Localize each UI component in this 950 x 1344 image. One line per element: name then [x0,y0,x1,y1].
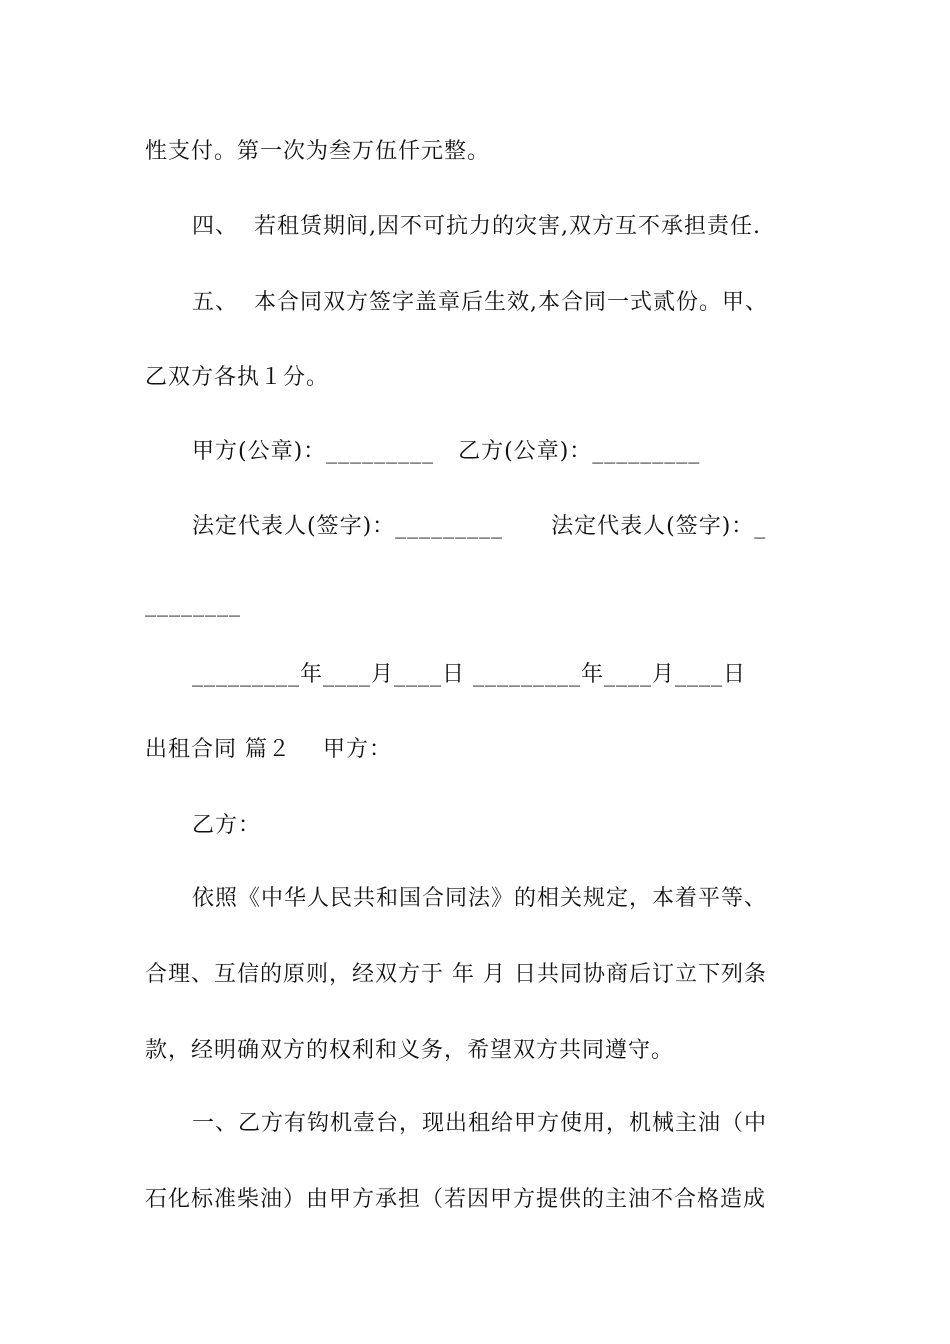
legal-rep-signature-line: 法定代表人(签字)：_________ 法定代表人(签字)：_ [192,514,767,539]
preamble-line-3: 款，经明确双方的权利和义务，希望双方共同遵守。 [145,1038,675,1063]
party-b-line: 乙方： [192,813,262,838]
date-line: _________年____月____日 _________年____月____日 [192,662,746,687]
contract-2-heading: 出租合同 篇２ 甲方： [145,737,392,762]
signature-blank-continued: ________ [145,592,241,617]
text-line-4: 乙双方各执１分。 [145,365,330,390]
clause-four: 四、 若租赁期间,因不可抗力的灾害,双方互不承担责任. [192,214,761,239]
text-line-1: 性支付。第一次为叁万伍仟元整。 [145,139,491,164]
clause-one-line-1: 一、乙方有钩机壹台，现出租给甲方使用，机械主油（中 [192,1111,768,1136]
party-seal-line: 甲方(公章)：_________ 乙方(公章)：_________ [192,439,701,464]
preamble-line-1: 依照《中华人民共和国合同法》的相关规定，本着平等、 [192,886,768,911]
clause-one-line-2: 石化标准柴油）由甲方承担（若因甲方提供的主油不合格造成 [145,1187,767,1212]
clause-five: 五、 本合同双方签字盖章后生效,本合同一式贰份。甲、 [192,290,768,315]
preamble-line-2: 合理、互信的原则，经双方于 年 月 日共同协商后订立下列条 [145,962,767,987]
